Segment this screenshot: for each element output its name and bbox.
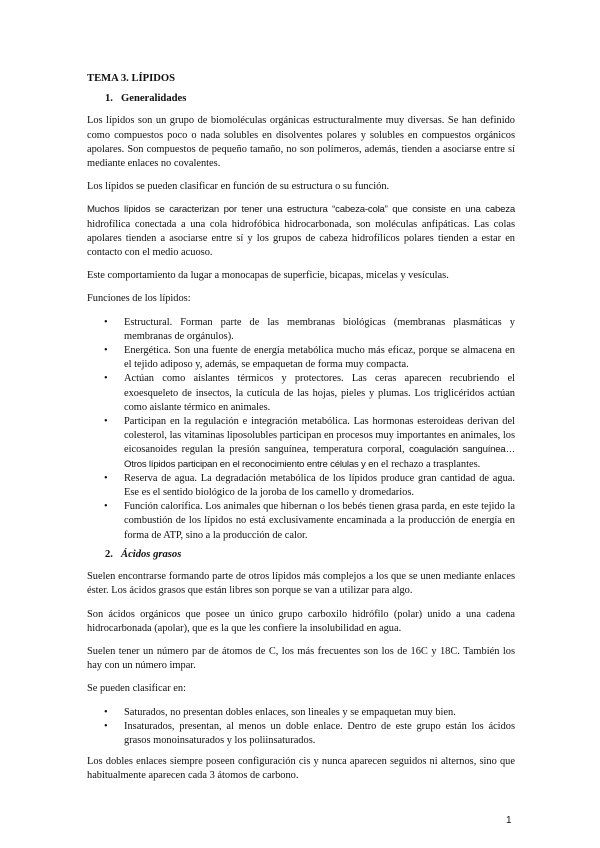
paragraph-classification: Los lípidos se pueden clasificar en función de su estructura o su función. bbox=[87, 181, 390, 193]
section-title: Ácidos grasos bbox=[121, 548, 182, 560]
section-number: 1. bbox=[105, 93, 113, 105]
paragraph-carboxyl: Son ácidos orgánicos que posee un único grupo carboxilo hidrófilo (polar) unido a una cadena hidrocarbonada (apolar), que es la que les confiere la insolubilidad en agua. bbox=[87, 608, 515, 634]
functions-list bbox=[87, 316, 515, 543]
section-number: 2. bbox=[105, 548, 113, 560]
list-item-text: Estructural. Forman parte de las membranas biológicas (membranas plasmáticas y membranas de orgánulos). bbox=[124, 316, 515, 342]
bullet-icon: • bbox=[104, 345, 108, 357]
bullet-icon: • bbox=[104, 501, 108, 513]
paragraph-carbon-count: Suelen tener un número par de átomos de C, los más frecuentes son los de 16C y 18C. También los hay con un número impar. bbox=[87, 645, 515, 672]
list-item-text: Energética. Son una fuente de energía metabólica mucho más eficaz, porque se almacena en el tejido adiposo y, además, se empaquetan de forma muy compacta. bbox=[124, 345, 515, 371]
list-item-text: Reserva de agua. La degradación metabólica de los lípidos produce gran cantidad de agua. Ese es el sentido biológico de la joroba de los camello y dromedarios. bbox=[124, 472, 515, 499]
section-title: Generalidades bbox=[121, 93, 187, 105]
list-item-text: Insaturados, presentan, al menos un doble enlace. Dentro de este grupo están los ácidos grasos monoinsaturados y los poliinsaturados. bbox=[124, 720, 515, 746]
list-item bbox=[87, 500, 515, 543]
list-item bbox=[87, 706, 515, 720]
paragraph-double-bonds: Los dobles enlaces siempre poseen configuración cis y nunca aparecen seguidos ni alternos, sino que habitualmente aparecen cada 3 átomos de carbono. bbox=[87, 756, 515, 782]
bullet-icon: • bbox=[104, 416, 108, 428]
paragraph-head-tail bbox=[87, 203, 515, 260]
paragraph-ester: Suelen encontrarse formando parte de otros lípidos más complejos a los que se unen mediante enlaces éster. Los ácidos grasos que están libres son porque se van a utilizar para algo. bbox=[87, 571, 515, 597]
list-item bbox=[87, 372, 515, 415]
list-item-text-end: el rechazo a trasplantes. bbox=[380, 458, 481, 470]
list-item bbox=[87, 316, 515, 344]
list-item-text: Función calorífica. Los animales que hibernan o los bebés tienen grasa parda, en este tejido la combustión de los lípidos no está exclusivamente encaminada a la producción de energía en forma de ATP, sino a la producción de calor. bbox=[124, 501, 515, 541]
list-item bbox=[87, 415, 515, 472]
list-item-text: Participan en la regulación e integración metabólica. Las hormonas esteroideas derivan del colesterol, las vitaminas liposolubles participan en procesos muy importantes en animales, los eicosanoides regulan la presión sanguínea, temperatura corporal, bbox=[124, 416, 515, 456]
list-item-text: Actúan como aislantes térmicos y protectores. Las ceras aparecen recubriendo el exoesqueleto de insectos, la cutícula de las hojas, pieles y plumas. Los triglicéridos actúan como aislante térmico en animales. bbox=[124, 373, 515, 413]
classes-list bbox=[87, 706, 515, 749]
bullet-icon: • bbox=[104, 720, 108, 732]
bullet-icon: • bbox=[104, 706, 108, 718]
list-item-text-sans: coagulación sanguínea… Otros lípidos participan en el reconocimiento entre células y en bbox=[124, 444, 515, 470]
document-title: TEMA 3. LÍPIDOS bbox=[87, 73, 176, 84]
list-item-text: Saturados, no presentan dobles enlaces, son lineales y se empaquetan muy bien. bbox=[124, 706, 456, 718]
paragraph-functions-intro: Funciones de los lípidos: bbox=[87, 293, 191, 305]
paragraph-head-tail-rest: hidrofílica conectada a una cola hidrofóbica hidrocarbonada, son moléculas anfipáticas. Las colas apolares tienden a asociarse entre sí y los grupos de cabeza hidrofílicos polares tienden a estar en contacto con el medio acuoso. bbox=[87, 218, 515, 259]
section-heading-generalidades bbox=[87, 92, 515, 106]
list-item bbox=[87, 720, 515, 748]
paragraph-behaviour: Este comportamiento da lugar a monocapas de superficie, bicapas, micelas y vesículas. bbox=[87, 270, 449, 282]
list-item bbox=[87, 344, 515, 372]
bullet-icon: • bbox=[104, 316, 108, 328]
page-number: 1 bbox=[506, 815, 512, 826]
bullet-icon: • bbox=[104, 373, 108, 385]
section-heading-acidos-grasos bbox=[87, 548, 515, 562]
paragraph-classify-intro: Se pueden clasificar en: bbox=[87, 683, 186, 695]
paragraph-definition: Los lípidos son un grupo de biomoléculas orgánicas estructuralmente muy diversas. Se han definido como compuestos poco o nada solubles en disolventes polares y solubles en compuestos orgánicos apolares. Son compuestos de pequeño tamaño, no son polímeros, además, tienden a asociarse entre sí mediante enlaces no covalentes. bbox=[87, 115, 515, 170]
list-item bbox=[87, 472, 515, 500]
bullet-icon: • bbox=[104, 472, 108, 484]
document-body bbox=[87, 72, 515, 793]
paragraph-head-tail-first-line: Muchos lípidos se caracterizan por tener una estructura “cabeza-cola” que consiste en una cabeza bbox=[87, 204, 515, 216]
